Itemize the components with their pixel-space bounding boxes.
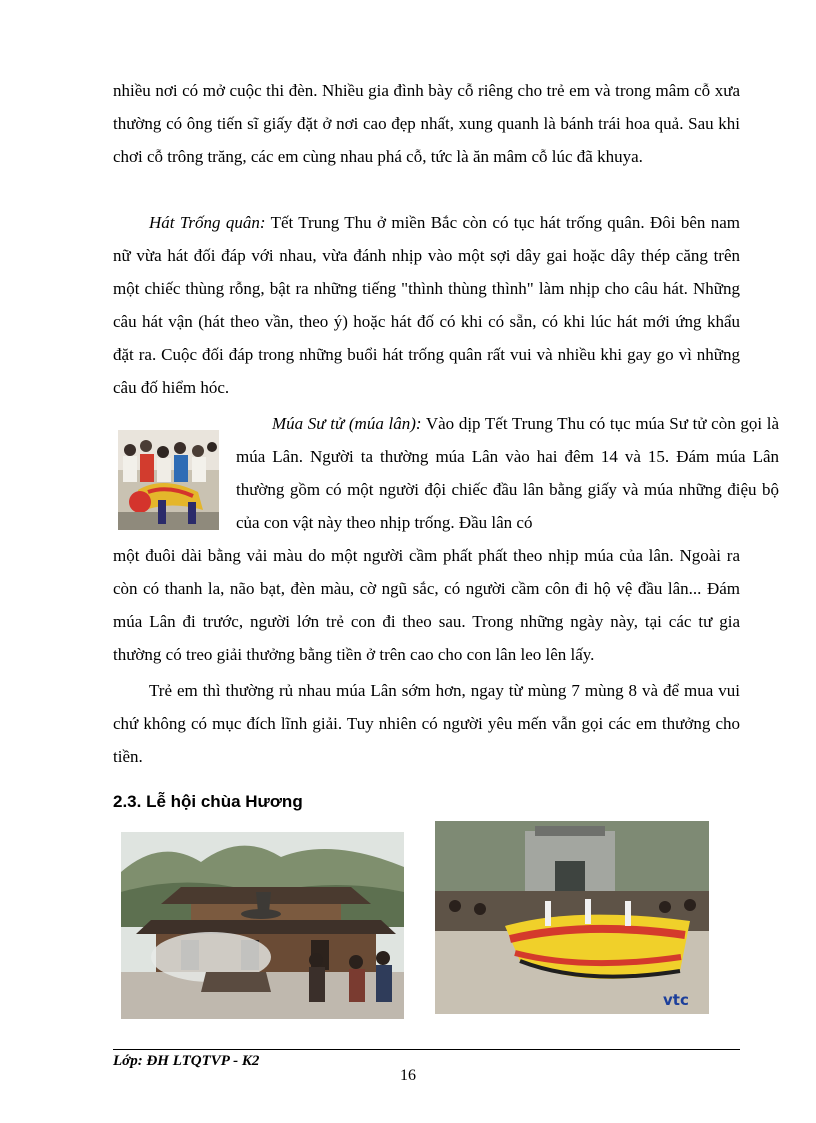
paragraph-children-dance: Trẻ em thì thường rủ nhau múa Lân sớm hơn, ngay từ mùng 7 mùng 8 và để mua vui chứ không có mục đích lĩnh giải. Tuy nhiên có người yêu mến vẫn gọi các em thưởng cho tiền. — [113, 681, 740, 766]
festival-logo-text: vtc — [663, 991, 689, 1009]
paragraph-lion-dance — [236, 407, 779, 539]
paragraph-trong-quan-title: Hát Trống quân: — [149, 213, 266, 232]
festival-procession-photo — [435, 821, 709, 1014]
paragraph-lion-dance-title: Múa Sư tử (múa lân): — [272, 414, 422, 433]
footer-class-label: Lớp: ĐH LTQTVP - K2 — [113, 1053, 260, 1069]
paragraph-lion-dance-body: Vào dịp Tết Trung Thu có tục múa Sư tử còn gọi là múa Lân. Người ta thường múa Lân vào hai đêm 14 và 15. Đám múa Lân thường gồm có một người đội chiếc đầu lân bằng giấy và múa những điệu bộ của con vật này theo nhịp trống. Đầu lân có — [236, 414, 779, 532]
huong-pagoda-photo — [121, 832, 404, 1019]
page-number: 16 — [400, 1067, 416, 1084]
paragraph-mid-autumn-feast: nhiều nơi có mở cuộc thi đèn. Nhiều gia đình bày cỗ riêng cho trẻ em và trong mâm cỗ xưa thường có ông tiến sĩ giấy đặt ở nơi cao đẹp nhất, xung quanh là bánh trái hoa quả. Sau khi chơi cỗ trông trăng, các em cùng nhau phá cỗ, tức là ăn mâm cỗ lúc đã khuya. — [113, 81, 740, 166]
lion-dance-photo — [118, 430, 219, 530]
section-heading: 2.3. Lễ hội chùa Hương — [113, 792, 303, 811]
paragraph-trong-quan-body: Tết Trung Thu ở miền Bắc còn có tục hát trống quân. Đôi bên nam nữ vừa hát đối đáp với nhau, vừa đánh nhịp vào một sợi dây gai hoặc dây thép căng trên một chiếc thùng rỗng, bật ra những tiếng "thình thùng thình" làm nhịp cho câu hát. Những câu hát vận (hát theo vần, theo ý) hoặc hát đố có khi có sẵn, có khi lúc hát mới ứng khẩu đặt ra. Cuộc đối đáp trong những buổi hát trống quân rất vui và nhiều khi gay go vì những câu đố hiểm hóc. — [113, 213, 740, 397]
paragraph-lion-dance-cont: một đuôi dài bằng vải màu do một người cầm phất phất theo nhịp múa của lân. Ngoài ra còn có thanh la, não bạt, đèn màu, cờ ngũ sắc, có người cầm côn đi hộ vệ đầu lân... Đám múa Lân đi trước, người lớn trẻ con đi theo sau. Trong những ngày này, tại các tư gia thường có treo giải thưởng bằng tiền ở trên cao cho con lân leo lên lấy. — [113, 546, 740, 664]
paragraph-trong-quan — [113, 206, 740, 404]
footer-divider — [113, 1049, 740, 1050]
